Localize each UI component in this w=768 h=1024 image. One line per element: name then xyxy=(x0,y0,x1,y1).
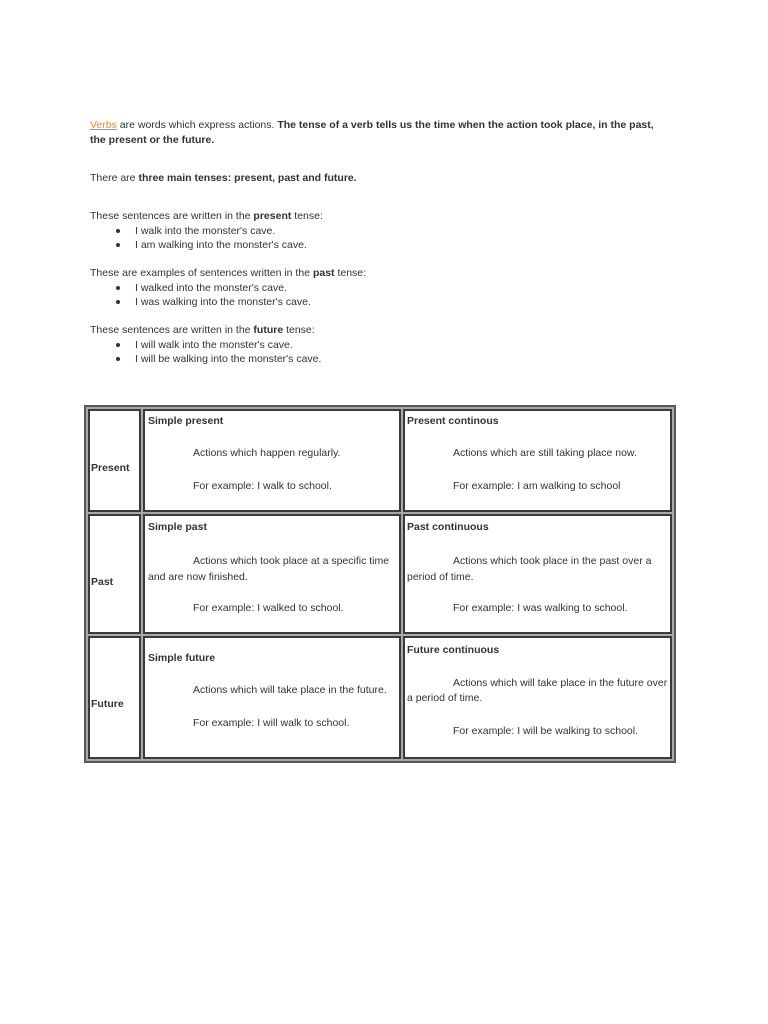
simple-tense-cell xyxy=(143,636,401,759)
row-label-cell xyxy=(88,514,141,634)
example-sentence: I will walk into the monster's cave. xyxy=(135,338,293,351)
simple-tense-cell xyxy=(143,409,401,512)
intro-text: are words which express actions. xyxy=(116,119,278,131)
list-item xyxy=(90,224,323,239)
cell-title: Past continuous xyxy=(407,521,489,533)
section-intro-suffix: tense: xyxy=(291,210,323,222)
example-text: For example: I will walk to school. xyxy=(193,717,350,729)
intro-bold-text-line-2: the present or the future. xyxy=(90,134,215,146)
description-line: Actions which are still taking place now. xyxy=(453,447,637,459)
list-item xyxy=(90,238,323,253)
description-line: Actions which took place in the past over a xyxy=(453,555,652,567)
summary-bold-text: three main tenses: present, past and future. xyxy=(138,172,357,184)
description-line: Actions which will take place in the future. xyxy=(193,684,387,696)
row-label-cell xyxy=(88,636,141,759)
intro-bold-text-line-1: The tense of a verb tells us the time when the action took place, in the past, xyxy=(277,119,654,131)
section-intro-text: These sentences are written in the xyxy=(90,210,254,222)
description-line: a period of time. xyxy=(407,692,483,704)
bullet-icon xyxy=(116,229,120,233)
example-sentence: I walk into the monster's cave. xyxy=(135,224,276,237)
cell-title: Present continous xyxy=(407,415,499,427)
bullet-icon xyxy=(116,286,120,290)
tenses-table xyxy=(84,405,676,763)
bullet-icon xyxy=(116,243,120,247)
description-line: Actions which happen regularly. xyxy=(193,447,341,459)
example-text: For example: I walked to school. xyxy=(193,602,344,614)
description-line: Actions which will take place in the future over xyxy=(453,677,668,689)
section-intro xyxy=(90,209,323,224)
example-sentence: I was walking into the monster's cave. xyxy=(135,296,311,308)
description-line: Actions which took place at a specific time xyxy=(193,555,390,567)
future-tense-section xyxy=(90,323,321,367)
section-intro-suffix: tense: xyxy=(334,267,367,279)
intro-line-2 xyxy=(90,133,214,148)
section-intro xyxy=(90,323,321,338)
continuous-tense-cell xyxy=(403,636,672,759)
tense-name: past xyxy=(312,267,335,279)
row-label: Present xyxy=(91,462,130,474)
list-item xyxy=(90,352,321,367)
cell-title: Simple present xyxy=(148,415,224,427)
section-intro xyxy=(90,266,366,281)
bullet-icon xyxy=(116,300,120,304)
present-tense-section xyxy=(90,209,323,253)
section-intro-text: These sentences are written in the xyxy=(90,324,254,336)
example-text: For example: I was walking to school. xyxy=(453,602,628,614)
continuous-tense-cell xyxy=(403,514,672,634)
summary-text: There are xyxy=(90,172,139,184)
simple-tense-cell xyxy=(143,514,401,634)
verbs-link[interactable]: Verbs xyxy=(90,119,117,131)
example-text: For example: I will be walking to school. xyxy=(453,725,638,737)
list-item xyxy=(90,295,366,310)
example-list xyxy=(90,281,366,310)
section-intro-suffix: tense: xyxy=(283,324,315,336)
tense-name: future xyxy=(253,324,284,336)
bullet-icon xyxy=(116,357,120,361)
cell-title: Simple past xyxy=(148,521,207,533)
example-text: For example: I walk to school. xyxy=(193,480,332,492)
example-text: For example: I am walking to school xyxy=(453,480,621,492)
past-tense-section xyxy=(90,266,366,310)
description-line: period of time. xyxy=(407,571,474,583)
row-label-cell xyxy=(88,409,141,512)
bullet-icon xyxy=(116,343,120,347)
tense-name: present xyxy=(253,210,292,222)
row-label: Past xyxy=(91,576,114,588)
cell-title: Simple future xyxy=(148,652,216,664)
example-sentence: I will be walking into the monster's cave. xyxy=(135,353,322,365)
intro-line-1 xyxy=(90,118,654,133)
example-sentence: I am walking into the monster's cave. xyxy=(135,239,307,251)
cell-title: Future continuous xyxy=(407,644,500,656)
example-list xyxy=(90,224,323,253)
list-item xyxy=(90,281,366,296)
example-list xyxy=(90,338,321,367)
list-item xyxy=(90,338,321,353)
continuous-tense-cell xyxy=(403,409,672,512)
tenses-summary xyxy=(90,171,357,186)
description-line: and are now finished. xyxy=(148,571,248,583)
row-label: Future xyxy=(91,698,124,710)
section-intro-text: These are examples of sentences written in the xyxy=(90,267,313,279)
example-sentence: I walked into the monster's cave. xyxy=(135,281,287,294)
